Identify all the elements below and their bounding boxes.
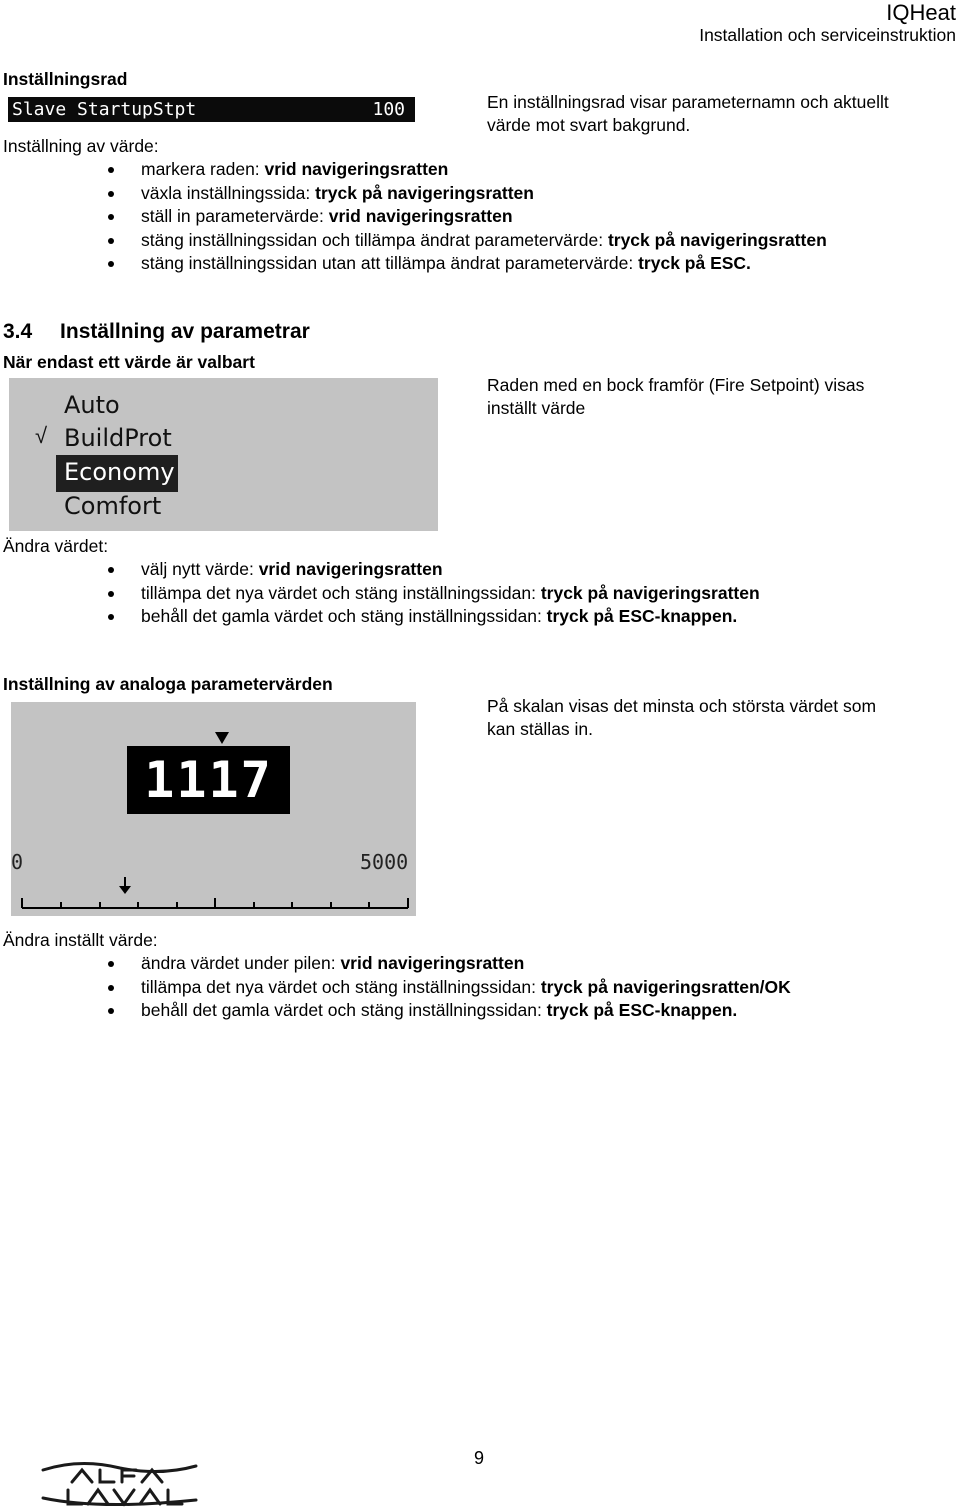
brand-title: IQHeat	[886, 0, 956, 25]
document-subtitle: Installation och serviceinstruktion	[699, 25, 956, 45]
list-item: tillämpa det nya värdet och stäng inställningssidan: tryck på navigeringsratten/OK	[0, 976, 791, 1000]
lcd-row-label: Slave StartupStpt	[12, 99, 197, 120]
list-item: tillämpa det nya värdet och stäng inställningssidan: tryck på navigeringsratten	[0, 582, 760, 606]
arrow-down-icon	[116, 876, 134, 896]
setting-row-description	[487, 91, 889, 137]
analog-description	[487, 695, 876, 741]
description-line: På skalan visas det minsta och största värdet som	[487, 696, 877, 716]
description-line: värde mot svart bakgrund.	[487, 115, 691, 135]
checkmark-icon: √	[35, 423, 48, 448]
list-item: behåll det gamla värdet och stäng inställningssidan: tryck på ESC-knappen.	[0, 999, 791, 1023]
analog-bullet-list	[0, 952, 791, 1023]
list-item: växla inställningssida: tryck på navigeringsratten	[0, 182, 827, 206]
page-number: 9	[474, 1448, 485, 1468]
section-heading	[3, 320, 310, 344]
menu-item-economy: Economy	[64, 458, 175, 486]
section-subheading: När endast ett värde är valbart	[3, 352, 255, 372]
description-line: inställt värde	[487, 398, 586, 418]
description-line: Raden med en bock framför (Fire Setpoint) visas	[487, 375, 865, 395]
section-title-analog: Inställning av analoga parametervärden	[3, 674, 333, 694]
list-item: behåll det gamla värdet och stäng inställningssidan: tryck på ESC-knappen.	[0, 605, 760, 629]
list-item: välj nytt värde: vrid navigeringsratten	[0, 558, 760, 582]
list-item: stäng inställningssidan och tillämpa ändrat parametervärde: tryck på navigeringsratten	[0, 229, 827, 253]
section-title-setting-row: Inställningsrad	[3, 69, 128, 89]
value-scale	[20, 895, 412, 913]
change-value-bullet-list	[0, 558, 760, 629]
scale-min-label: 0	[11, 850, 24, 874]
section-number: 3.4	[3, 320, 33, 343]
alfa-laval-logo	[40, 1460, 200, 1510]
change-setting-intro: Ändra inställt värde:	[3, 930, 158, 950]
list-item: ställ in parametervärde: vrid navigeringsratten	[0, 205, 827, 229]
menu-description	[487, 374, 864, 420]
section-heading-title: Inställning av parametrar	[60, 320, 310, 343]
setting-value-intro: Inställning av värde:	[3, 136, 159, 156]
change-value-intro: Ändra värdet:	[3, 536, 109, 556]
analog-value-display: 1117	[127, 746, 290, 814]
pointer-down-icon	[213, 731, 231, 745]
scale-max-label: 5000	[360, 850, 409, 874]
lcd-row-value: 100	[372, 99, 405, 120]
description-line: kan ställas in.	[487, 719, 594, 739]
list-item: stäng inställningssidan utan att tillämpa ändrat parametervärde: tryck på ESC.	[0, 252, 827, 276]
menu-item-comfort: Comfort	[64, 492, 162, 520]
description-line: En inställningsrad visar parameternamn och aktuellt	[487, 92, 889, 112]
list-item: ändra värdet under pilen: vrid navigeringsratten	[0, 952, 791, 976]
menu-item-buildprot: BuildProt	[64, 424, 172, 452]
lcd-setting-row	[8, 97, 415, 122]
menu-item-auto: Auto	[64, 391, 120, 419]
setting-row-bullet-list	[0, 158, 827, 276]
list-item: markera raden: vrid navigeringsratten	[0, 158, 827, 182]
